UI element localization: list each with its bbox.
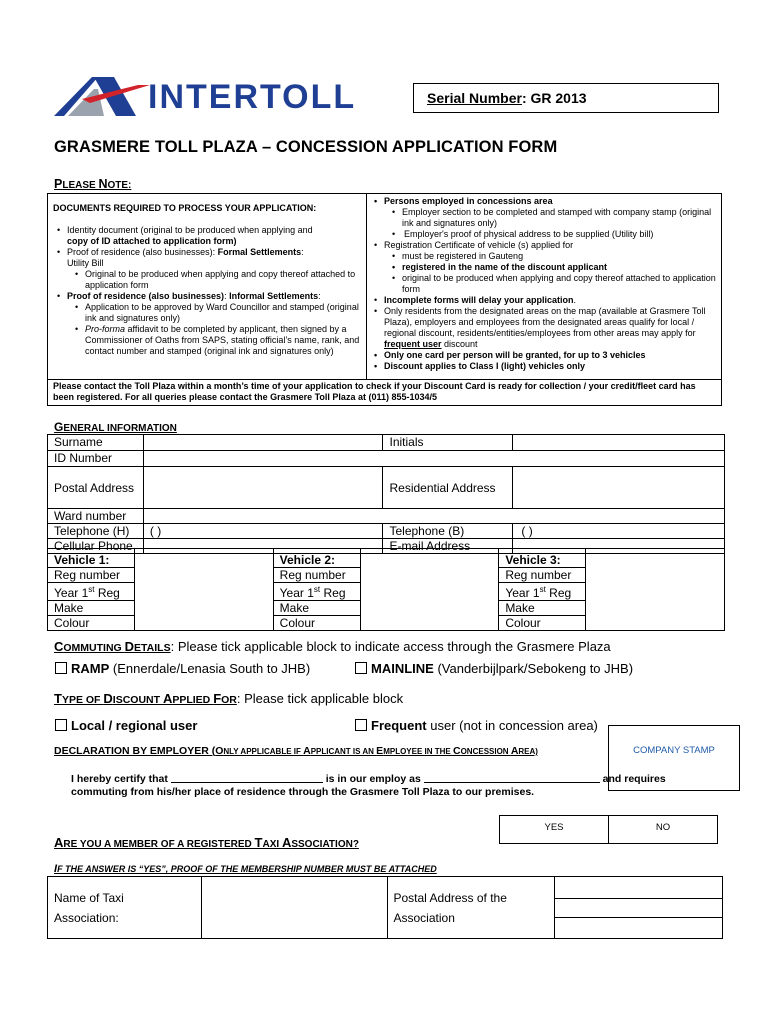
- make-label: Make: [48, 601, 135, 616]
- contact-notice: Please contact the Toll Plaza within a month’s time of your application to check if your Discount Card is ready for collection / your credit/fleet card has been registered. For all queries please contact the Grasmere Toll Plaza at (011) 855-1034/5: [53, 381, 696, 402]
- list-item: • Proof of residence (also businesses): Formal Settlements: Utility Bill: [53, 247, 361, 269]
- ward-number-label: Ward number: [48, 509, 144, 524]
- list-item: • Original to be produced when applying and copy thereof attached to application form: [53, 269, 361, 291]
- serial-number-value: : GR 2013: [521, 90, 587, 106]
- local-user-option[interactable]: Local / regional user: [55, 718, 197, 733]
- intertoll-logo-text: INTERTOLL: [148, 78, 357, 116]
- email-label: E-mail Address: [383, 539, 513, 554]
- list-item: • Employer's proof of physical address to be supplied (Utility bill): [370, 229, 720, 240]
- employee-position-blank[interactable]: [424, 773, 600, 783]
- colour-label: Colour: [499, 616, 586, 631]
- postal-address-label: Postal Address: [48, 467, 144, 509]
- id-number-field[interactable]: [143, 451, 724, 467]
- telephone-business-label: Telephone (B): [383, 524, 513, 539]
- list-item: • original to be produced when applying and copy thereof attached to application form: [370, 273, 720, 295]
- serial-number-label: Serial Number: [427, 90, 522, 106]
- list-item: • Identity document (original to be produced when applying and copy of ID attached to application form): [53, 225, 361, 247]
- list-item: • Discount applies to Class I (light) vehicles only: [370, 361, 720, 372]
- taxi-postal-label: Postal Address of the Association: [387, 877, 555, 939]
- list-item: • Persons employed in concessions area: [370, 196, 720, 207]
- telephone-home-label: Telephone (H): [48, 524, 144, 539]
- ward-number-field[interactable]: [143, 509, 724, 524]
- vehicle-3-field[interactable]: [586, 549, 725, 631]
- no-option[interactable]: NO: [609, 816, 718, 844]
- local-user-checkbox[interactable]: [55, 719, 67, 731]
- taxi-question: ARE YOU A MEMBER OF A REGISTERED TAXI ASSOCIATION?: [54, 835, 359, 850]
- year-reg-label: Year 1st Reg: [273, 583, 360, 601]
- list-item: • registered in the name of the discount applicant: [370, 262, 720, 273]
- reg-number-label: Reg number: [499, 568, 586, 583]
- taxi-name-field[interactable]: [201, 877, 387, 939]
- make-label: Make: [499, 601, 586, 616]
- mainline-option[interactable]: MAINLINE (Vanderbijlpark/Sebokeng to JHB): [355, 661, 633, 676]
- mainline-checkbox[interactable]: [355, 662, 367, 674]
- yes-option[interactable]: YES: [500, 816, 609, 844]
- initials-field[interactable]: [513, 435, 725, 451]
- reg-number-label: Reg number: [48, 568, 135, 583]
- postal-address-field[interactable]: [143, 467, 383, 509]
- frequent-user-checkbox[interactable]: [355, 719, 367, 731]
- vehicle-1-title: Vehicle 1:: [48, 549, 135, 568]
- surname-field[interactable]: [143, 435, 383, 451]
- taxi-postal-field[interactable]: [555, 877, 723, 939]
- list-item: • Only residents from the designated areas on the map (available at Grasmere Toll Plaza), employers and employees from the designated areas qualify for local / regional discount, residents/entities/employees from other areas may apply for frequent user discount: [370, 306, 720, 350]
- serial-number-box: [413, 83, 719, 113]
- list-item: • Only one card per person will be granted, for up to 3 vehicles: [370, 350, 720, 361]
- requirements-column: [370, 196, 720, 372]
- taxi-yes-no-table: [499, 815, 718, 844]
- list-item: • Application to be approved by Ward Councillor and stamped (original ink and signatures only): [53, 302, 361, 324]
- reg-number-label: Reg number: [273, 568, 360, 583]
- list-item: • Employer section to be completed and stamped with company stamp (original ink and signatures only): [370, 207, 720, 229]
- intertoll-logo: [54, 75, 384, 117]
- list-item: • Registration Certificate of vehicle (s) applied for: [370, 240, 720, 251]
- ramp-checkbox[interactable]: [55, 662, 67, 674]
- general-info-table: [47, 434, 725, 554]
- please-note-heading: PLEASE NOTE:: [54, 177, 132, 191]
- telephone-business-field[interactable]: ( ): [513, 524, 725, 539]
- commuting-details-heading: COMMUTING DETAILS: Please tick applicable block to indicate access through the Grasmere Plaza: [54, 639, 611, 654]
- employee-name-blank[interactable]: [171, 773, 323, 783]
- taxi-name-label: Name of Taxi Association:: [48, 877, 202, 939]
- residential-address-label: Residential Address: [383, 467, 513, 509]
- colour-label: Colour: [273, 616, 360, 631]
- telephone-home-field[interactable]: ( ): [143, 524, 383, 539]
- frequent-user-option[interactable]: Frequent user (not in concession area): [355, 718, 598, 733]
- colour-label: Colour: [48, 616, 135, 631]
- company-stamp-box[interactable]: COMPANY STAMP: [608, 725, 740, 791]
- vehicle-table: [47, 548, 725, 631]
- year-reg-label: Year 1st Reg: [499, 583, 586, 601]
- discount-type-heading: TYPE OF DISCOUNT APPLIED FOR: Please tick applicable block: [54, 691, 404, 706]
- general-information-heading: GENERAL INFORMATION: [54, 420, 177, 434]
- employer-certification: I hereby certify that is in our employ as and requires commuting from his/her place of residence through the Grasmere Toll Plaza to our premises.: [71, 773, 666, 798]
- documents-column: [53, 203, 361, 357]
- list-item: • must be registered in Gauteng: [370, 251, 720, 262]
- vehicle-2-title: Vehicle 2:: [273, 549, 360, 568]
- list-item: • Pro-forma affidavit to be completed by applicant, then signed by a Commissioner of Oaths from SAPS, stating official’s name, rank, and contact number and stamped (original ink and signatures only): [53, 324, 361, 357]
- list-item: • Proof of residence (also businesses): Informal Settlements:: [53, 291, 361, 302]
- initials-label: Initials: [383, 435, 513, 451]
- taxi-association-table: [47, 876, 723, 939]
- ramp-option[interactable]: RAMP (Ennerdale/Lenasia South to JHB): [55, 661, 310, 676]
- vehicle-3-title: Vehicle 3:: [499, 549, 586, 568]
- notes-box: [47, 193, 722, 406]
- make-label: Make: [273, 601, 360, 616]
- documents-heading: DOCUMENTS REQUIRED TO PROCESS YOUR APPLICATION:: [53, 203, 317, 213]
- surname-label: Surname: [48, 435, 144, 451]
- vehicle-2-field[interactable]: [360, 549, 499, 631]
- year-reg-label: Year 1st Reg: [48, 583, 135, 601]
- residential-address-field[interactable]: [513, 467, 725, 509]
- vehicle-1-field[interactable]: [134, 549, 273, 631]
- page-title: GRASMERE TOLL PLAZA – CONCESSION APPLICATION FORM: [54, 138, 558, 156]
- id-number-label: ID Number: [48, 451, 144, 467]
- cellular-phone-label: Cellular Phone: [48, 539, 144, 554]
- list-item: • Incomplete forms will delay your application.: [370, 295, 720, 306]
- declaration-heading: DECLARATION BY EMPLOYER (ONLY APPLICABLE IF APPLICANT IS AN EMPLOYEE IN THE CONCESSION AREA): [54, 745, 538, 757]
- proof-notice: IF THE ANSWER IS “YES”, PROOF OF THE MEMBERSHIP NUMBER MUST BE ATTACHED: [54, 863, 437, 875]
